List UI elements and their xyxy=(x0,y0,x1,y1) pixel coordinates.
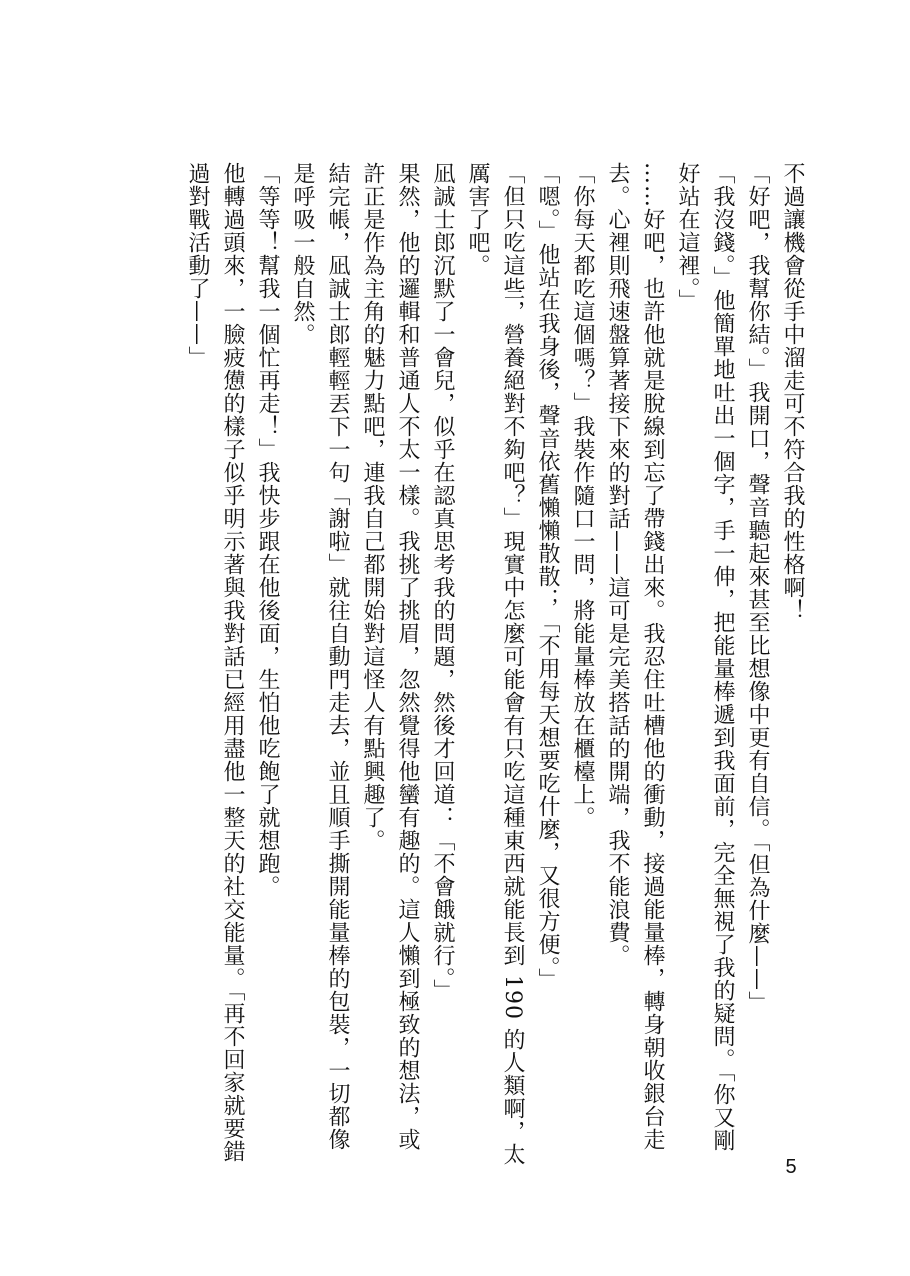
paragraph-11: 「等等！幫我一個忙再走！」我快步跟在他後面，生怕他吃飽了就想跑。 xyxy=(255,162,280,898)
paragraph-6: 「嗯。」他站在我身後，聲音依舊懶懶散散；「不用每天想要吃什麼，又很方便。」 xyxy=(535,162,560,991)
paragraph-5: 「你每天都吃這個嗎？」我裝作隨口一問，將能量棒放在櫃檯上。 xyxy=(570,162,595,829)
paragraph-12: 他轉過頭來，一臉疲憊的樣子似乎明示著與我對話已經用盡他一整天的社交能量。「再不回家就要錯過對戰活動了——」 xyxy=(185,162,245,1163)
vertical-text-body xyxy=(180,162,810,1172)
paragraph-4: ……好吧，也許他就是脫線到忘了帶錢出來。我忍住吐槽他的衝動，接過能量棒，轉身朝收銀台走去。心裡則飛速盤算著接下來的對話——這可是完美搭話的開端，我不能浪費。 xyxy=(605,162,665,1151)
paragraph-9: 果然，他的邏輯和普通人不太一樣。我挑了挑眉，忽然覺得他蠻有趣的。這人懶到極致的想法，或許正是作為主角的魅力點吧，連我自己都開始對這怪人有點興趣了。 xyxy=(360,162,420,1151)
paragraph-10: 結完帳，凪誠士郎輕輕丟下一句「謝啦」就往自動門走去，並且順手撕開能量棒的包裝，一切都像是呼吸一般自然。 xyxy=(290,162,350,1151)
paragraph-3: 「我沒錢。」他簡單地吐出一個字，手一伸，把能量棒遞到我面前，完全無視了我的疑問。「你又剛好站在這裡。」 xyxy=(675,162,735,1152)
paragraph-1: 不過讓機會從手中溜走可不符合我的性格啊！ xyxy=(780,162,805,622)
paragraph-7: 「但只吃這些，營養絕對不夠吧？」現實中怎麼可能會有只吃這種東西就能長到 190 的人類啊，太厲害了吧。 xyxy=(465,162,525,1166)
page-number: 5 xyxy=(785,1156,797,1178)
paragraph-8: 凪誠士郎沉默了一會兒，似乎在認真思考我的問題，然後才回道：「不會餓就行。」 xyxy=(430,162,455,1002)
paragraph-2: 「好吧，我幫你結。」我開口，聲音聽起來甚至比想像中更有自信。「但為什麼——」 xyxy=(745,162,770,1014)
